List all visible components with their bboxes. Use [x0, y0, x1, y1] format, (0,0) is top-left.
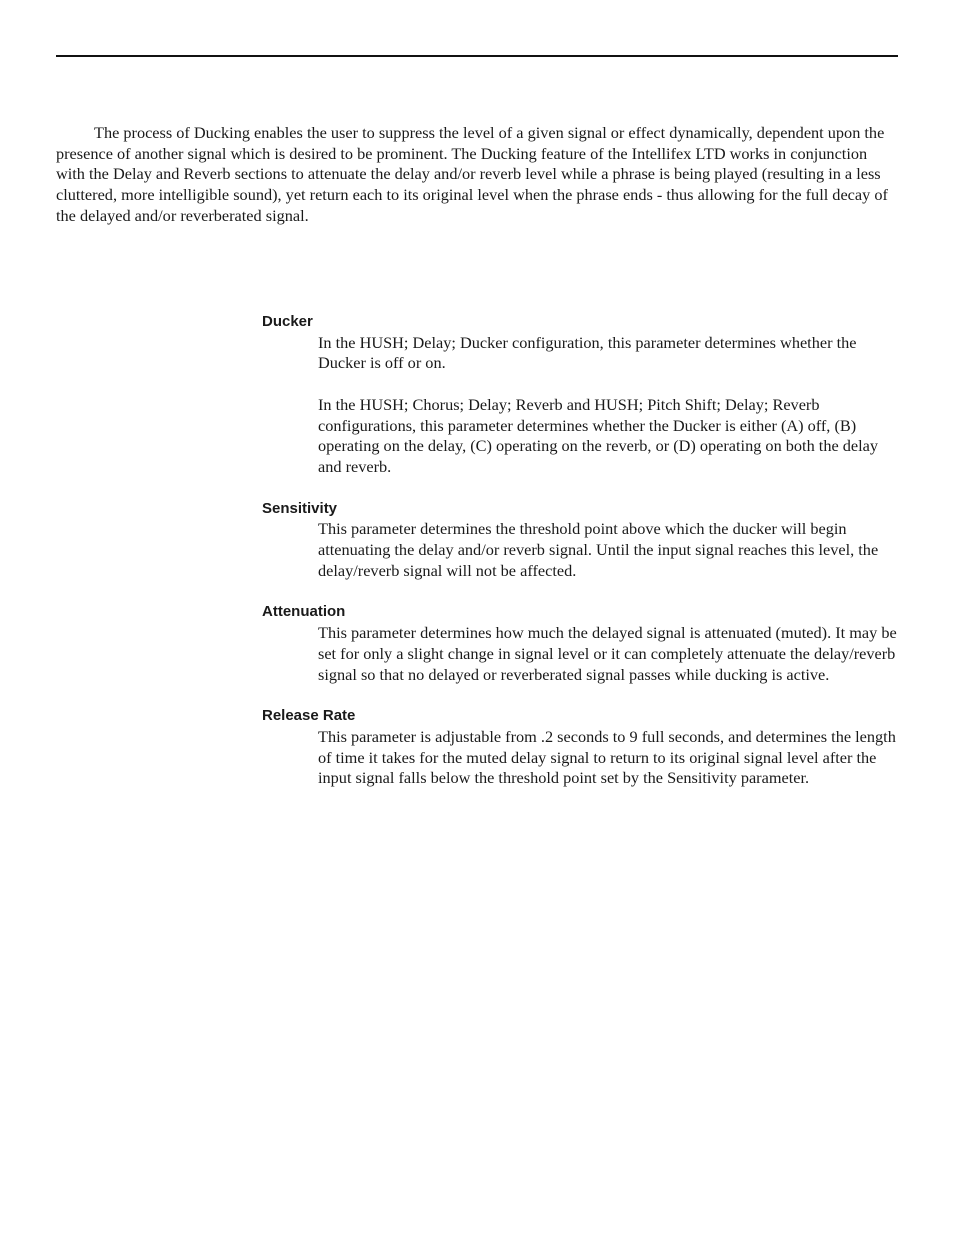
- parameter-attenuation: [262, 602, 898, 685]
- parameter-name: Ducker: [262, 313, 313, 330]
- parameter-name: Release Rate: [262, 707, 356, 725]
- parameter-sensitivity: [262, 499, 898, 582]
- parameter-description: In the HUSH; Delay; Ducker configuration, this parameter determines whether the Ducker is off or on.: [318, 332, 857, 373]
- intro-paragraph: The process of Ducking enables the user to suppress the level of a given signal or effect dynamically, dependent upon the presence of another signal which is desired to be prominent. The Ducking feature of the Intellifex LTD works in conjunction with the Delay and Reverb sections to attenuate the delay and/or reverb level while a phrase is being played (resulting in a less cluttered, more intelligible sound), yet return each to its original level when the phrase ends - thus allowing for the full decay of the delayed and/or reverberated signal.: [56, 123, 888, 225]
- parameter-description: This parameter determines how much the delayed signal is attenuated (muted). It may be set for only a slight change in signal level or it can completely attenuate the delay/reverb signal so that no delayed or reverberated signal passes while ducking is active.: [318, 623, 897, 684]
- parameter-list: [262, 312, 898, 810]
- parameter-name: Attenuation: [262, 603, 346, 621]
- parameter-name: Sensitivity: [262, 499, 338, 517]
- parameter-description: This parameter determines the threshold point above which the ducker will begin attenuating the delay and/or reverb signal. Until the input signal reaches this level, the delay/reverb signal will not be affected.: [318, 519, 879, 580]
- parameter-description: This parameter is adjustable from .2 seconds to 9 full seconds, and determines the length of time it takes for the muted delay signal to return to its original signal level after the input signal falls below the threshold point set by the Sensitivity parameter.: [318, 726, 896, 788]
- header-rule: [56, 55, 898, 57]
- parameter-description: In the HUSH; Chorus; Delay; Reverb and HUSH; Pitch Shift; Delay; Reverb configurations, this parameter determines whether the Ducker is either (A) off, (B) operating on the delay, (C) operating on the reverb, or (D) operating on both the delay and reverb.: [318, 394, 879, 476]
- parameter-ducker: [262, 312, 898, 478]
- parameter-release-rate: [262, 706, 898, 789]
